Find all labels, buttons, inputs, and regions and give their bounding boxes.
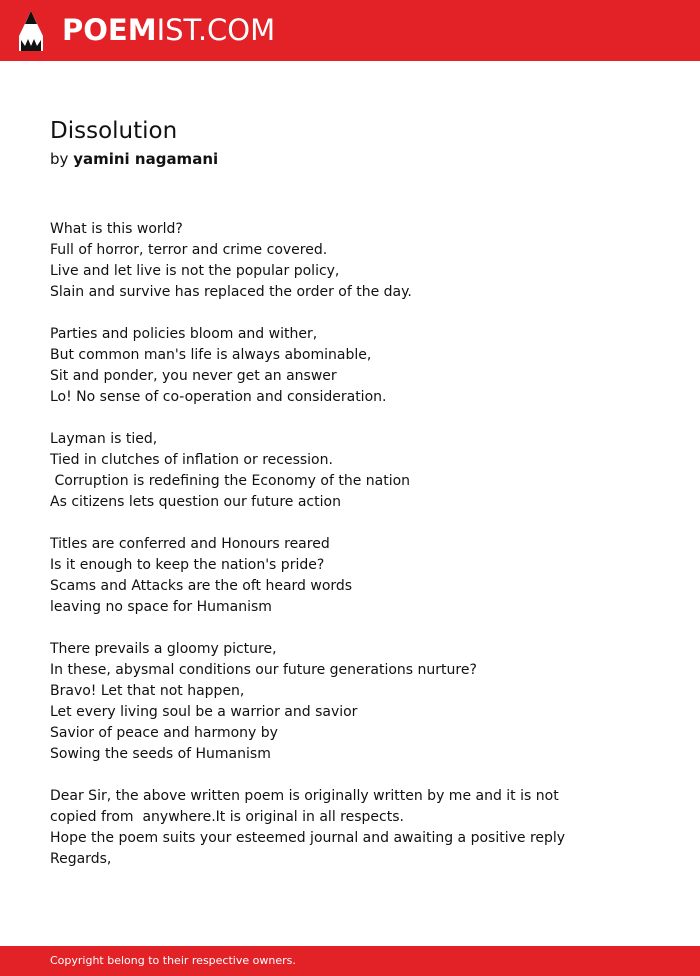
poem-author: yamini nagamani	[73, 150, 219, 168]
poem-stanza	[50, 429, 670, 513]
site-footer	[0, 946, 700, 976]
poem-title: Dissolution	[50, 118, 178, 144]
poem-line: Slain and survive has replaced the order of the day.	[50, 284, 412, 300]
poem-stanza	[50, 786, 670, 870]
poem-line: What is this world?	[50, 221, 183, 237]
poem-line: Scams and Attacks are the oft heard words	[50, 578, 353, 594]
poem-body	[50, 219, 670, 870]
poem-line: Sit and ponder, you never get an answer	[50, 368, 337, 384]
poem-line: Sowing the seeds of Humanism	[50, 746, 271, 762]
poem-line: Live and let live is not the popular policy,	[50, 263, 340, 279]
stanza-gap	[50, 303, 670, 324]
poem-line: copied from anywhere.It is original in all respects.	[50, 809, 404, 825]
poem-stanza	[50, 219, 670, 303]
poem-line: In these, abysmal conditions our future generations nurture?	[50, 662, 477, 678]
poem-line: Let every living soul be a warrior and savior	[50, 704, 358, 720]
poem-line: There prevails a gloomy picture,	[50, 641, 277, 657]
poem-line: As citizens lets question our future action	[50, 494, 341, 510]
poem-line: Lo! No sense of co-operation and consideration.	[50, 389, 387, 405]
site-logo[interactable]	[62, 12, 275, 48]
copyright-notice: Copyright belong to their respective owners.	[50, 954, 296, 967]
poem-line: Corruption is redefining the Economy of the nation	[50, 473, 411, 489]
poem-line: Layman is tied,	[50, 431, 158, 447]
pencil-tip-icon[interactable]	[18, 10, 44, 52]
poem-line: Savior of peace and harmony by	[50, 725, 278, 741]
stanza-gap	[50, 765, 670, 786]
poem-stanza	[50, 324, 670, 408]
poem-line: Is it enough to keep the nation's pride?	[50, 557, 325, 573]
poem-line: Bravo! Let that not happen,	[50, 683, 245, 699]
site-header	[0, 0, 700, 61]
poem-line: But common man's life is always abominable,	[50, 347, 372, 363]
poem-stanza	[50, 639, 670, 765]
by-label: by	[50, 150, 69, 168]
poem-line: Regards,	[50, 851, 112, 867]
stanza-gap	[50, 408, 670, 429]
poem-line: Tied in clutches of inflation or recession.	[50, 452, 333, 468]
poem-line: leaving no space for Humanism	[50, 599, 272, 615]
stanza-gap	[50, 618, 670, 639]
poem-line: Titles are conferred and Honours reared	[50, 536, 330, 552]
poem-line: Parties and policies bloom and wither,	[50, 326, 318, 342]
logo-brand-bold: POEM	[62, 13, 157, 47]
stanza-gap	[50, 513, 670, 534]
logo-brand-light: IST.COM	[156, 13, 276, 47]
poem-byline	[50, 148, 218, 170]
poem-line: Hope the poem suits your esteemed journal and awaiting a positive reply	[50, 830, 566, 846]
poem-line: Dear Sir, the above written poem is originally written by me and it is not	[50, 788, 559, 804]
poem-stanza	[50, 534, 670, 618]
poem-line: Full of horror, terror and crime covered.	[50, 242, 328, 258]
